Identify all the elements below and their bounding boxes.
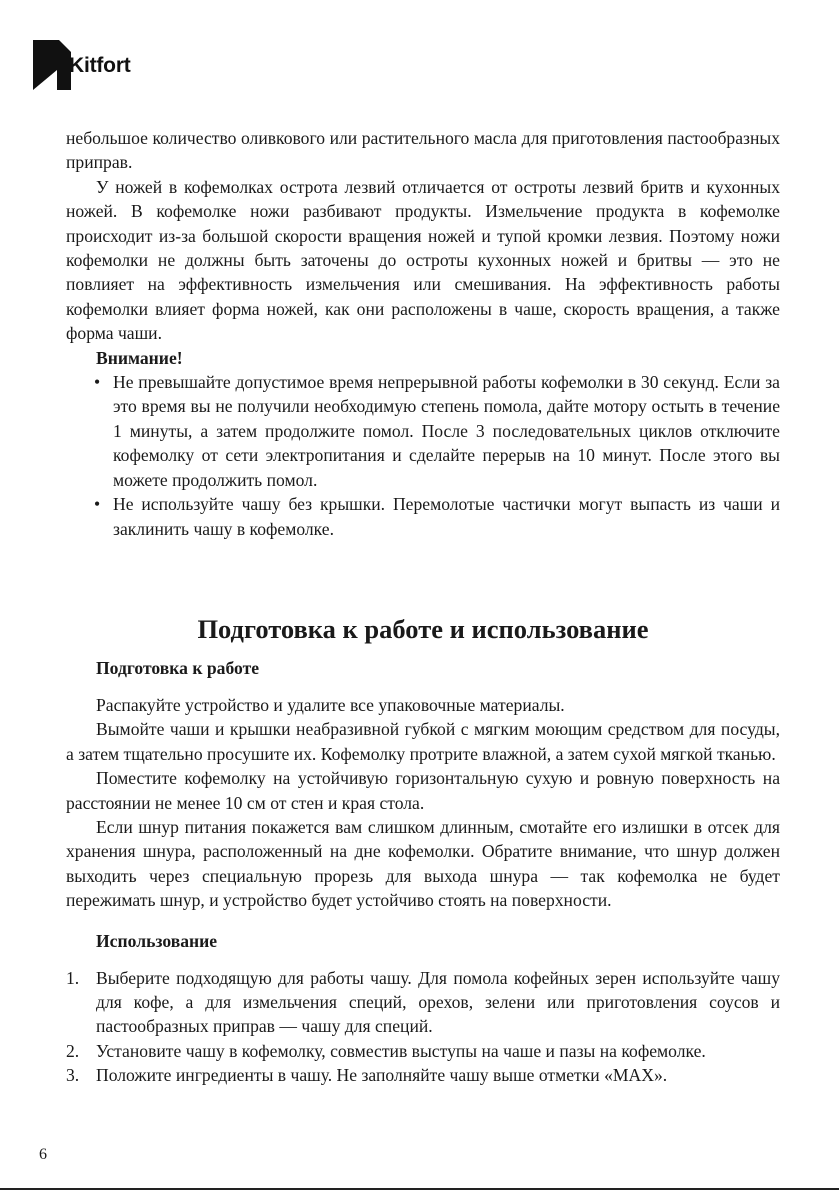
step-number: 2. xyxy=(66,1040,80,1061)
intro-paragraph: У ножей в кофемолках острота лезвий отличается от остроты лезвий бритв и кухонных ножей. В кофемолке ножи разбивают продукты. Измельчение продукта в кофемолке происходит из-за большой скорости вращения ножей и тупой кромки лезвия. Поэтому ножи кофемолки не должны быть заточены до остроты кухонных ножей и бритвы — это не повлияет на эффективность измельчения или смешивания. На эффективность работы кофемолки влияет форма ножей, как они расположены в чаше, скорость вращения, а также форма чаши. xyxy=(66,176,780,344)
step-text: Выберите подходящую для работы чашу. Для помола кофейных зерен используйте чашу для кофе, а для измельчения специй, орехов, зелени или приготовления соусов и пастообразных приправ — чашу для специй. xyxy=(96,967,780,1037)
step-text: Установите чашу в кофемолку, совместив выступы на чаше и пазы на кофемолке. xyxy=(96,1040,706,1061)
preparation-paragraph: Вымойте чаши и крышки неабразивной губкой с мягким моющим средством для посуды, а затем тщательно просушите их. Кофемолку протрите влажной, а затем сухой мягкой тканью. xyxy=(66,719,780,764)
warning-item: • Не используйте чашу без крышки. Перемолотые частички могут выпасть из чаши и заклинить чашу в кофемолке. xyxy=(113,492,780,541)
bottom-divider xyxy=(0,1188,839,1190)
usage-heading: Использование xyxy=(96,930,218,951)
warning-list xyxy=(66,370,780,541)
document-body xyxy=(66,126,780,1088)
page-number: 6 xyxy=(39,1146,47,1163)
usage-steps xyxy=(66,966,780,1088)
preparation-paragraph: Если шнур питания покажется вам слишком длинным, смотайте его излишки в отсек для хранения шнура, расположенный на дне кофемолки. Обратите внимание, что шнур должен выходить через специальную прорезь для выхода шнура — так кофемолка не будет пережимать шнур, и устройство будет устойчиво стоять на поверхности. xyxy=(66,816,780,911)
usage-step xyxy=(66,1063,780,1087)
preparation-paragraph: Распакуйте устройство и удалите все упаковочные материалы. xyxy=(96,694,565,715)
preparation-paragraph: Поместите кофемолку на устойчивую горизонтальную сухую и ровную поверхность на расстоянии не менее 10 см от стен и края стола. xyxy=(66,768,780,813)
step-number: 1. xyxy=(66,967,80,988)
preparation-heading: Подготовка к работе xyxy=(96,657,260,678)
brand-name: Kitfort xyxy=(69,54,131,77)
step-text: Положите ингредиенты в чашу. Не заполняйте чашу выше отметки «MAX». xyxy=(96,1065,668,1086)
brand-logo xyxy=(33,40,131,90)
usage-step xyxy=(66,966,780,1039)
warning-label: Внимание! xyxy=(96,347,183,368)
intro-paragraph: небольшое количество оливкового или растительного масла для приготовления пастообразных приправ. xyxy=(66,128,780,173)
usage-step xyxy=(66,1039,780,1063)
kitfort-logo-icon xyxy=(33,40,73,90)
section-title: Подготовка к работе и использование xyxy=(197,613,649,644)
warning-item: • Не превышайте допустимое время непрерывной работы кофемолки в 30 секунд. Если за это время вы не получили необходимую степень помола, дайте мотору остыть в течение 1 минуты, а затем продолжите помол. После 3 последовательных циклов отключите кофемолку от сети электропитания и сделайте перерыв на 10 минут. После этого вы можете продолжить помол. xyxy=(113,370,780,492)
step-number: 3. xyxy=(66,1065,80,1086)
